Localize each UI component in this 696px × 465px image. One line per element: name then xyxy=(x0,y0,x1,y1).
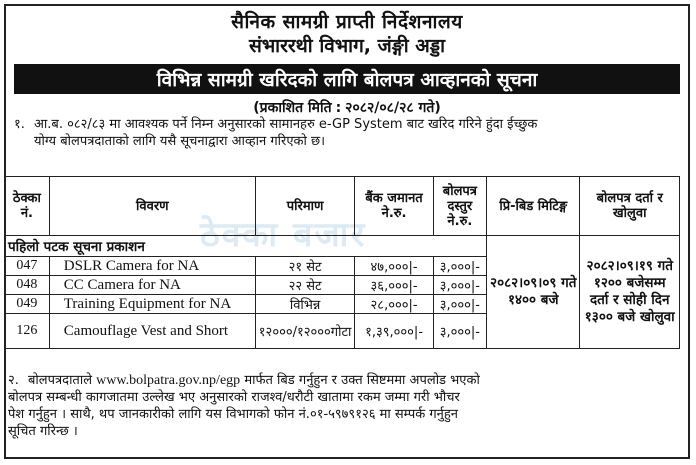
publish-date-row: (प्रकाशित मिति : २०८२/०८/२८ गते) xyxy=(253,100,441,116)
row-guarantee: ३६,०००|- xyxy=(355,276,433,295)
watermark-logo: ठेक्का बजार xyxy=(200,215,367,255)
row-code: 126 xyxy=(5,314,50,349)
row-code: 048 xyxy=(5,276,50,295)
row-fee: ३,०००|- xyxy=(433,295,486,314)
para2-text-after-url: मार्फत बिड गर्नुहुन र उक्त सिष्टममा अपलोड भएको xyxy=(244,373,480,388)
para2-line2: बोलपत्र सम्बन्धी कागजातमा उल्लेख भए अनुसारको राजश्व/धरौटी खातामा रकम जम्मा गरी भौचर xyxy=(8,390,460,405)
section-row xyxy=(5,236,680,257)
notice-title-banner xyxy=(14,64,680,94)
org-title: सैनिक सामग्री प्राप्ती निर्देशनालय xyxy=(231,11,463,33)
row-description: Training Equipment for NA xyxy=(49,295,255,314)
notice-header xyxy=(6,6,688,58)
dept-title: संभाररथी विभाग, जंङ्गी अड्डा xyxy=(248,35,446,57)
header-registration: बोलपत्र दर्ता र खोलुवा xyxy=(580,177,680,236)
header-pre-bid: प्रि-बिड मिटिङ्ग xyxy=(487,177,580,236)
header-quantity: परिमाण xyxy=(255,177,355,236)
row-code: 047 xyxy=(5,257,50,276)
section-title: पहिलो पटक सूचना प्रकाशन xyxy=(5,236,487,257)
row-description: DSLR Camera for NA xyxy=(49,257,255,276)
row-description: Camouflage Vest and Short xyxy=(49,314,255,349)
para2-text-before-url: बोलपत्रदाताले xyxy=(28,373,93,388)
row-quantity: विभिन्न xyxy=(255,295,355,314)
row-guarantee: १,३९,०००|- xyxy=(355,314,433,349)
row-fee: ३,०००|- xyxy=(433,314,486,349)
para1-number: १. xyxy=(14,117,25,132)
row-fee: ३,०००|- xyxy=(433,257,486,276)
row-guarantee: २८,०००|- xyxy=(355,295,433,314)
header-description: विवरण xyxy=(49,177,255,236)
row-quantity: १२०००/१२०००गोटा xyxy=(255,314,355,349)
row-code: 049 xyxy=(5,295,50,314)
row-description: CC Camera for NA xyxy=(49,276,255,295)
table-header-row xyxy=(5,177,680,236)
row-fee: ३,०००|- xyxy=(433,276,486,295)
para1-line1: आ.ब. ०८२/८३ मा आवश्यक पर्ने निम्न अनुसारको सामानहरु e-GP System बाट खरिद गरिने हुंदा ईच्छुक xyxy=(34,117,538,132)
paragraph-1 xyxy=(6,116,688,150)
bids-table xyxy=(4,176,680,349)
registration-cell: २०८२।०९।१९ गते १२०० बजेसम्म दर्ता र सोही दिन १३०० बजे खोलुवा xyxy=(580,236,680,349)
para2-line3: पेश गर्नुहुन । साथै, थप जानकारीको लागि यस विभागको फोन नं.०१-५९७९१२६ मा सम्पर्क गर्नुहुन xyxy=(8,407,458,422)
row-quantity: २१ सेट xyxy=(255,257,355,276)
header-bid-fee: बोलपत्र दस्तुर ने.रु. xyxy=(433,177,486,236)
para1-line2: योग्य बोलपत्रदाताको लागि यसै सूचनाद्वारा आव्हान गरिएको छ। xyxy=(34,134,326,149)
pre-bid-cell: २०८२।०९।०९ गते १४०० बजे xyxy=(487,236,580,349)
notice-title: विभिन्न सामग्री खरिदको लागि बोलपत्र आव्हानको सूचना xyxy=(156,69,538,91)
para2-line4: सूचित गरिन्छ । xyxy=(8,424,78,439)
egp-url-link[interactable]: www.bolpatra.gov.np/egp xyxy=(96,373,241,388)
header-contract-no: ठेक्का नं. xyxy=(5,177,50,236)
para2-number: २. xyxy=(8,373,19,388)
publish-label: (प्रकाशित मिति xyxy=(253,100,332,116)
row-guarantee: ४७,०००|- xyxy=(355,257,433,276)
paragraph-2 xyxy=(8,372,678,440)
row-quantity: २२ सेट xyxy=(255,276,355,295)
publish-date: २०८२/०८/२८ गते) xyxy=(345,100,441,116)
header-bank-guarantee: बैंक जमानत ने.रु. xyxy=(355,177,433,236)
